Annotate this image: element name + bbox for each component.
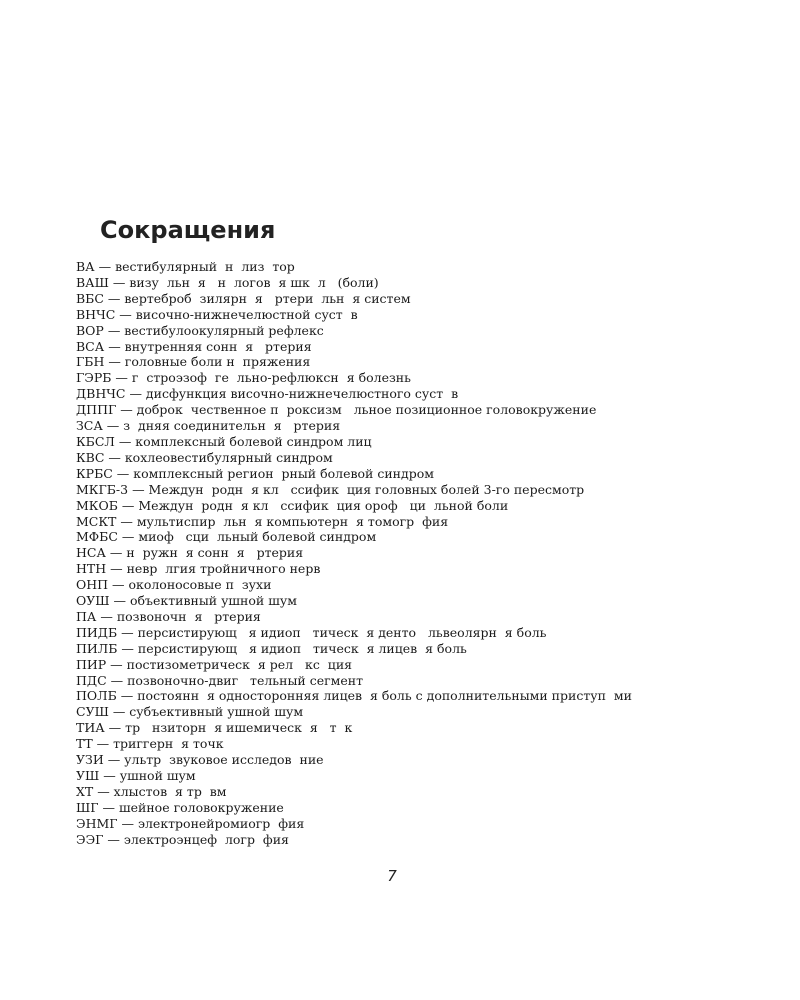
abbreviation-item: ХТ — хлыстов я тр вм: [76, 783, 227, 799]
abbreviation-item: ЗСА — з дняя соединительн я ртерия: [76, 418, 341, 434]
abbreviation-item: МКОБ — Междун родн я кл ссифик ция ороф ци льной боли: [76, 497, 509, 513]
abbreviation-item: УЗИ — ультр звуковое исследов ние: [76, 752, 324, 768]
abbreviation-item: ПОЛБ — постоянн я односторонняя лицев я боль с дополнительными приступ ми: [76, 688, 632, 704]
abbreviation-item: ДВНЧС — дисфункция височно-нижнечелюстного суст в: [76, 386, 459, 402]
abbreviation-item: ПИДБ — персистирующ я идиоп тическ я денто львеолярн я боль: [76, 624, 547, 640]
page-number: 7: [387, 867, 397, 885]
abbreviation-item: ВНЧС — височно-нижнечелюстной суст в: [76, 306, 358, 322]
abbreviation-item: КВС — кохлеовестибулярный синдром: [76, 449, 333, 465]
page-title: Сокращения: [100, 216, 276, 244]
abbreviation-item: ОНП — околоносовые п зухи: [76, 577, 272, 593]
abbreviation-item: ТТ — триггерн я точк: [76, 736, 224, 752]
abbreviation-item: ШГ — шейное головокружение: [76, 799, 284, 815]
abbreviation-item: ОУШ — объективный ушной шум: [76, 593, 297, 609]
abbreviation-item: ВСА — внутренняя сонн я ртерия: [76, 338, 312, 354]
abbreviation-item: ВАШ — визу льн я н логов я шк л (боли): [76, 274, 379, 290]
abbreviation-item: ГБН — головные боли н пряжения: [76, 354, 311, 370]
abbreviation-item: ПИЛБ — персистирующ я идиоп тическ я лицев я боль: [76, 640, 467, 656]
abbreviation-item: ВБС — вертеброб зилярн я ртери льн я систем: [76, 290, 411, 306]
abbreviation-list: [76, 259, 632, 848]
abbreviation-item: ГЭРБ — г строэзоф ге льно-рефлюксн я болезнь: [76, 370, 411, 386]
abbreviation-item: КРБС — комплексный регион рный болевой синдром: [76, 465, 434, 481]
abbreviation-item: НСА — н ружн я сонн я ртерия: [76, 545, 304, 561]
abbreviation-item: ПДС — позвоночно-двиг тельный сегмент: [76, 672, 364, 688]
abbreviation-item: УШ — ушной шум: [76, 768, 196, 783]
abbreviation-item: ПА — позвоночн я ртерия: [76, 608, 261, 624]
abbreviation-item: ДППГ — доброк чественное п роксизм льное позиционное головокружение: [76, 402, 597, 418]
abbreviation-item: ВОР — вестибулоокулярный рефлекс: [76, 322, 324, 338]
abbreviation-item: МФБС — миоф сци льный болевой синдром: [76, 529, 377, 545]
abbreviation-item: СУШ — субъективный ушной шум: [76, 704, 304, 720]
abbreviation-item: ЭНМГ — электронейромиогр фия: [76, 815, 305, 831]
abbreviation-item: ВА — вестибулярный н лиз тор: [76, 259, 295, 274]
abbreviation-item: ЭЭГ — электроэнцеф логр фия: [76, 831, 289, 847]
abbreviation-item: МСКТ — мультиспир льн я компьютерн я томогр фия: [76, 513, 449, 529]
abbreviation-item: ТИА — тр нзиторн я ишемическ я т к: [76, 720, 353, 736]
abbreviation-item: НТН — невр лгия тройничного нерв: [76, 561, 321, 577]
abbreviation-item: КБСЛ — комплексный болевой синдром лиц: [76, 433, 372, 449]
abbreviation-item: МКГБ-3 — Междун родн я кл ссифик ция головных болей 3-го пересмотр: [76, 481, 585, 497]
abbreviation-item: ПИР — постизометрическ я рел кс ция: [76, 656, 353, 672]
